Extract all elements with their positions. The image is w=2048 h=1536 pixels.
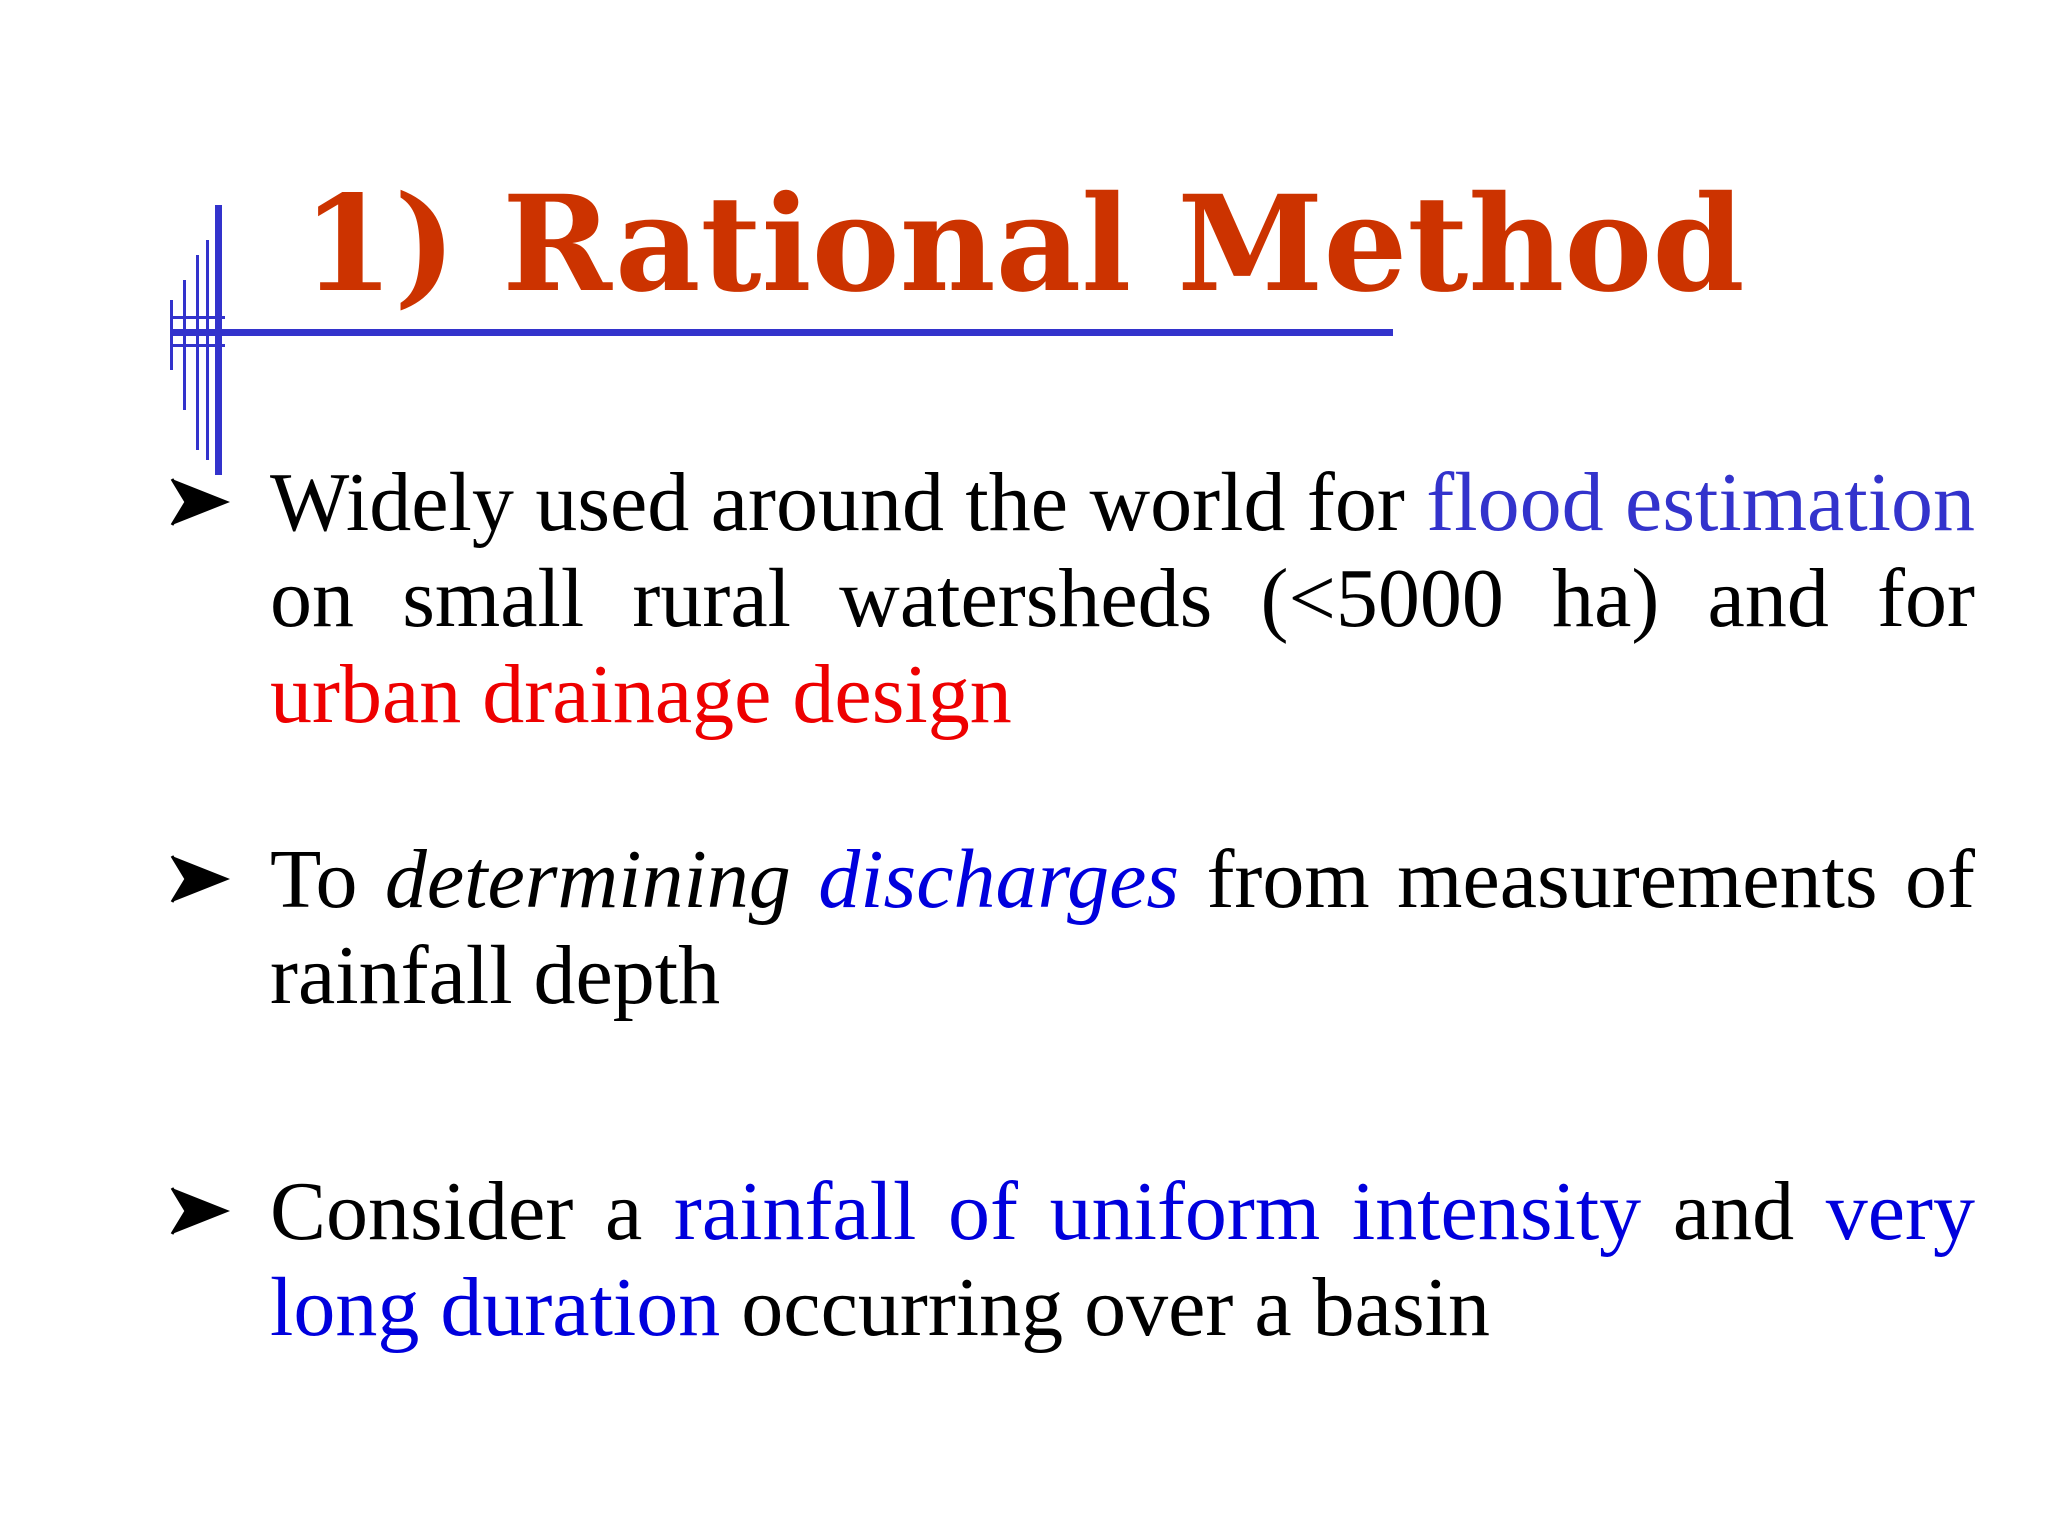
arrowhead-bullet-icon (170, 1164, 270, 1260)
bullet-2-part-5: from measurements of rainfall depth (270, 833, 1975, 1022)
ornament-tick-2 (170, 344, 225, 347)
bullet-list (170, 455, 1975, 1356)
arrowhead-bullet-icon (170, 455, 270, 551)
bullet-item-2 (170, 832, 1975, 1024)
ornament-tick-1 (170, 316, 225, 319)
bullet-2-part-1: To (270, 833, 385, 926)
bullet-3-highlight-rainfall-uniform: rainfall of uniform intensity (673, 1165, 1642, 1258)
ornament-bar-4 (206, 240, 209, 460)
bullet-text-2 (270, 832, 1975, 1024)
bullet-1-part-1: Widely used around the world for (270, 456, 1427, 549)
title-underline (170, 329, 1393, 336)
bullet-1-part-3: on small rural watersheds (<5000 ha) and for (270, 552, 1975, 645)
bullet-3-part-5: occurring over a basin (720, 1261, 1490, 1354)
bullet-text-1 (270, 455, 1975, 743)
bullet-item-3 (170, 1164, 1975, 1356)
bullet-2-italic-determining: determining (384, 833, 791, 926)
bullet-text-3 (270, 1164, 1975, 1356)
arrowhead-bullet-icon (170, 832, 270, 928)
ornament-bar-1 (170, 300, 173, 370)
ornament-bar-3 (196, 255, 199, 450)
bullet-1-highlight-urban-drainage: urban drainage design (270, 648, 1012, 741)
bullet-3-highlight-long-duration: very long duration (270, 1165, 1975, 1354)
ornament-bar-main (215, 205, 222, 475)
bullet-1-highlight-flood-estimation: flood estimation (1426, 456, 1975, 549)
bullet-2-part-3 (791, 833, 818, 926)
bullet-3-part-1: Consider a (270, 1165, 674, 1258)
bullet-item-1 (170, 455, 1975, 743)
bullet-3-part-3: and (1641, 1165, 1826, 1258)
slide-title: 1) Rational Method (302, 167, 1745, 322)
bullet-2-highlight-discharges: discharges (818, 833, 1180, 926)
